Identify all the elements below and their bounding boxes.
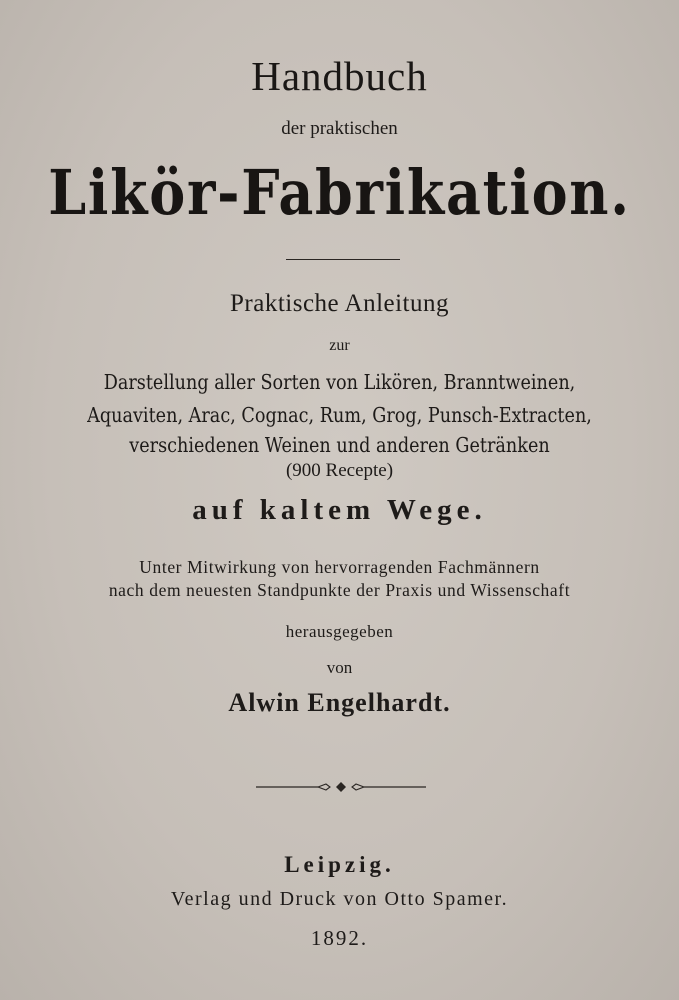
contributors-line-2: nach dem neuesten Standpunkte der Praxis und Wissenschaft <box>108 580 571 600</box>
by-label: von <box>326 658 353 677</box>
title-handbuch: Handbuch <box>251 53 428 99</box>
title-divider <box>286 259 400 260</box>
imprint-year: 1892. <box>310 926 369 950</box>
ornament-divider <box>256 779 426 795</box>
description-line-1: Darstellung aller Sorten von Likören, Branntweinen, <box>103 370 576 394</box>
recipe-count: (900 Recepte) <box>285 460 394 481</box>
imprint-publisher: Verlag und Druck von Otto Spamer. <box>170 888 509 910</box>
description-line-2: Aquaviten, Arac, Cognac, Rum, Grog, Punsch-Extracten, <box>87 403 592 427</box>
author-name: Alwin Engelhardt. <box>228 688 451 717</box>
contributors-line-1: Unter Mitwirkung von hervorragenden Fachmännern <box>139 557 540 577</box>
title-der-praktischen: der praktischen <box>281 118 398 139</box>
method-line: auf kaltem Wege. <box>192 494 487 526</box>
subtitle-connector: zur <box>329 337 350 354</box>
edited-by-label: herausgegeben <box>285 622 394 641</box>
main-title: Likör-Fabrikation. <box>48 156 631 229</box>
imprint-city: Leipzig. <box>284 852 395 877</box>
subtitle-heading: Praktische Anleitung <box>230 290 449 317</box>
description-line-3: verschiedenen Weinen und anderen Getränken <box>129 433 550 457</box>
